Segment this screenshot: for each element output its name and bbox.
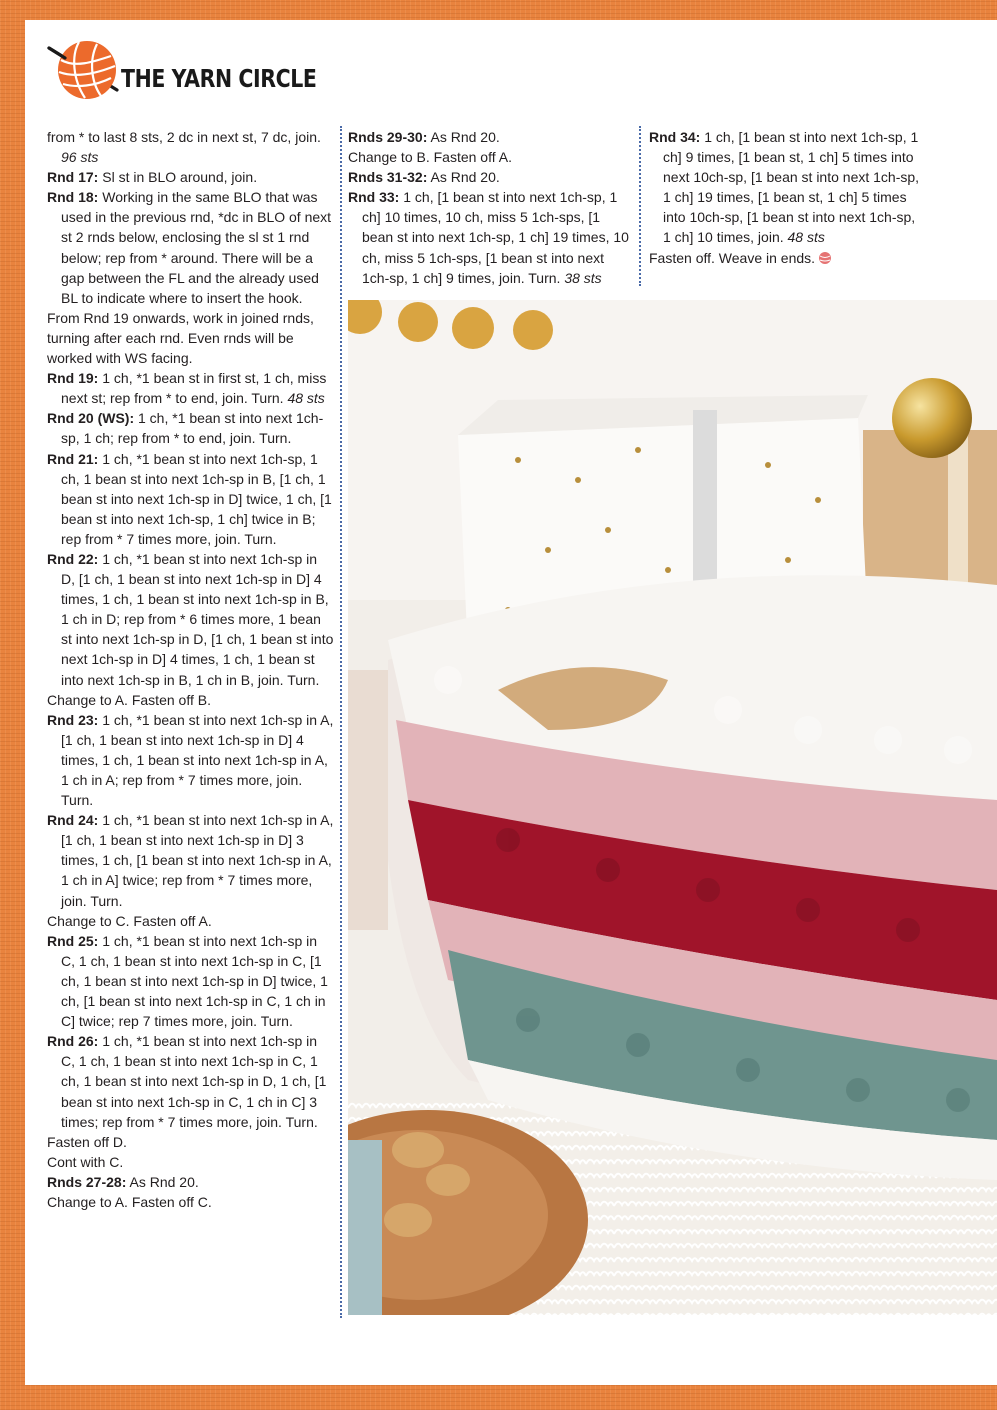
round-instructions: Change to A. Fasten off B. (47, 691, 211, 708)
round-label: Rnd 26: (47, 1033, 99, 1050)
yarn-ball-end-icon (818, 251, 832, 265)
round-instructions: 1 ch, *1 bean st into next 1ch-sp in C, 1 ch, 1 bean st into next 1ch-sp in C, [1 ch, 1 bean st into next 1ch-sp in D] twice, 1 ch, [1 bean st into next 1ch-sp in C, 1 ch in C] twice; rep 7 times more, join. Turn. (61, 932, 328, 1030)
stitch-count: 96 sts (61, 149, 99, 166)
round-instructions: 1 ch, *1 bean st into next 1ch-sp in A, [1 ch, 1 bean st into next 1ch-sp in D] 4 times, 1 ch, 1 bean st into next 1ch-sp in A, 1 ch in A; rep from * 7 times more, join. Turn. (61, 711, 334, 809)
column-divider (639, 126, 641, 286)
round-instructions: As Rnd 20. (427, 169, 500, 186)
pattern-column-1 (47, 127, 334, 1212)
round-label: Rnds 29-30: (348, 129, 428, 145)
round-label: Rnd 22: (47, 550, 99, 567)
page-header (45, 38, 365, 100)
pattern-note (47, 308, 334, 368)
column-divider (340, 126, 342, 1318)
pattern-round (47, 710, 334, 810)
magazine-page (25, 20, 997, 1385)
pattern-round (47, 167, 334, 187)
round-instructions: As Rnd 20. (427, 129, 500, 145)
round-instructions: from * to last 8 sts, 2 dc in next st, 7 dc, join. (47, 129, 321, 145)
round-instructions: Fasten off D. (47, 1133, 127, 1150)
round-instructions: 1 ch, *1 bean st into next 1ch-sp in D, [1 ch, 1 bean st into next 1ch-sp in D] 4 times, 1 ch, 1 bean st into next 1ch-sp in B, 1 ch in D; rep from * 6 times more, 1 bean st into next 1ch-sp in D, [1 ch, 1 bean st into next 1ch-sp in D] 4 times, 1 ch, 1 bean st into next 1ch-sp in B, 1 ch in B, join. Turn. (61, 550, 334, 688)
round-instructions: 1 ch, [1 bean st into next 1ch-sp, 1 ch] 10 times, 10 ch, miss 5 1ch-sps, [1 bean st into next 1ch-sp, 1 ch] 19 times, 10 ch, miss 5 1ch-sps, [1 bean st into next 1ch-sp, 1 ch] 9 times, join. Turn. (362, 189, 629, 286)
pattern-round (348, 167, 633, 187)
round-label: Rnd 25: (47, 932, 99, 949)
round-instructions: Cont with C. (47, 1153, 124, 1170)
round-instructions: 1 ch, [1 bean st into next 1ch-sp, 1 ch] 9 times, [1 bean st, 1 ch] 5 times into next 10ch-sp, [1 bean st into next 1ch-sp, 1 ch] 19 times, [1 bean st, 1 ch] 5 times into 10ch-sp, [1 bean st into next 1ch-sp, 1 ch] 10 times, join. (663, 129, 920, 246)
stitch-count: 38 sts (564, 269, 602, 286)
round-instructions: As Rnd 20. (126, 1173, 199, 1190)
round-label: Rnds 27-28: (47, 1173, 127, 1190)
round-label: Rnd 33: (348, 189, 400, 206)
pattern-round (47, 408, 334, 448)
pattern-note (649, 248, 924, 268)
round-label: Rnd 17: (47, 169, 99, 186)
round-instructions: Fasten off. Weave in ends. (649, 249, 816, 266)
pattern-round (47, 187, 334, 308)
round-label: Rnds 31-32: (348, 169, 428, 186)
pattern-column-2 (348, 127, 633, 288)
round-instructions: 1 ch, *1 bean st into next 1ch-sp, 1 ch; rep from * to end, join. Turn. (61, 410, 324, 447)
pattern-column-3 (649, 127, 924, 268)
round-label: Rnd 19: (47, 370, 99, 387)
pattern-note (47, 1192, 334, 1212)
pattern-note (47, 1132, 334, 1152)
round-instructions: Change to C. Fasten off A. (47, 912, 212, 929)
pattern-round (47, 449, 334, 549)
round-instructions: Change to A. Fasten off C. (47, 1193, 212, 1210)
round-instructions: Change to B. Fasten off A. (348, 149, 512, 166)
pattern-round (47, 810, 334, 910)
pattern-round (348, 127, 633, 147)
round-instructions: 1 ch, *1 bean st into next 1ch-sp in A, [1 ch, 1 bean st into next 1ch-sp in D] 3 times, 1 ch, [1 bean st into next 1ch-sp in A, 1 ch in A] twice; rep from * 7 times more, join. Turn. (61, 812, 334, 909)
round-label: Rnd 18: (47, 189, 99, 206)
round-instructions: 1 ch, *1 bean st into next 1ch-sp, 1 ch, 1 bean st into next 1ch-sp in B, [1 ch, 1 bean st into next 1ch-sp in D] twice, 1 ch, [1 bean st into next 1ch-sp, 1 ch] twice in B; rep from * 7 times more, join. Turn. (61, 450, 332, 547)
round-label: Rnd 34: (649, 129, 701, 145)
pattern-note (348, 147, 633, 167)
pattern-round (348, 187, 633, 287)
pattern-round (47, 1172, 334, 1192)
pattern-note (47, 1152, 334, 1172)
yarn-ball-crochet-hook-icon (45, 38, 125, 100)
stitch-count: 48 sts (287, 390, 325, 407)
round-label: Rnd 21: (47, 450, 99, 467)
pattern-note (47, 127, 334, 167)
round-instructions: From Rnd 19 onwards, work in joined rnds, turning after each rnd. Even rnds will be worked with WS facing. (47, 309, 314, 367)
pattern-note (47, 690, 334, 710)
round-label: Rnd 24: (47, 812, 99, 829)
pattern-round (47, 1031, 334, 1131)
crochet-basket-photo (348, 300, 997, 1315)
pattern-note (47, 911, 334, 931)
round-instructions: Sl st in BLO around, join. (98, 169, 258, 186)
pattern-round (47, 549, 334, 690)
round-instructions: Working in the same BLO that was used in the previous rnd, *dc in BLO of next st 2 rnds below, enclosing the sl st 1 rnd below; rep from * around. There will be a gap between the FL and the already used BL to indicate where to insert the hook. (61, 189, 332, 306)
pattern-round (47, 368, 334, 408)
round-instructions: 1 ch, *1 bean st into next 1ch-sp in C, 1 ch, 1 bean st into next 1ch-sp in C, 1 ch, 1 bean st into next 1ch-sp in D, 1 ch, [1 bean st into next 1ch-sp in C, 1 ch in C] 3 times; rep from * 7 times more, join. Turn. (61, 1033, 327, 1130)
pattern-round (649, 127, 924, 248)
pattern-round (47, 931, 334, 1031)
header-title: THE YARN CIRCLE (121, 64, 317, 93)
round-label: Rnd 20 (WS): (47, 410, 135, 427)
round-instructions: 1 ch, *1 bean st in first st, 1 ch, miss next st; rep from * to end, join. Turn. (61, 370, 327, 407)
stitch-count: 48 sts (787, 229, 825, 246)
round-label: Rnd 23: (47, 711, 99, 728)
